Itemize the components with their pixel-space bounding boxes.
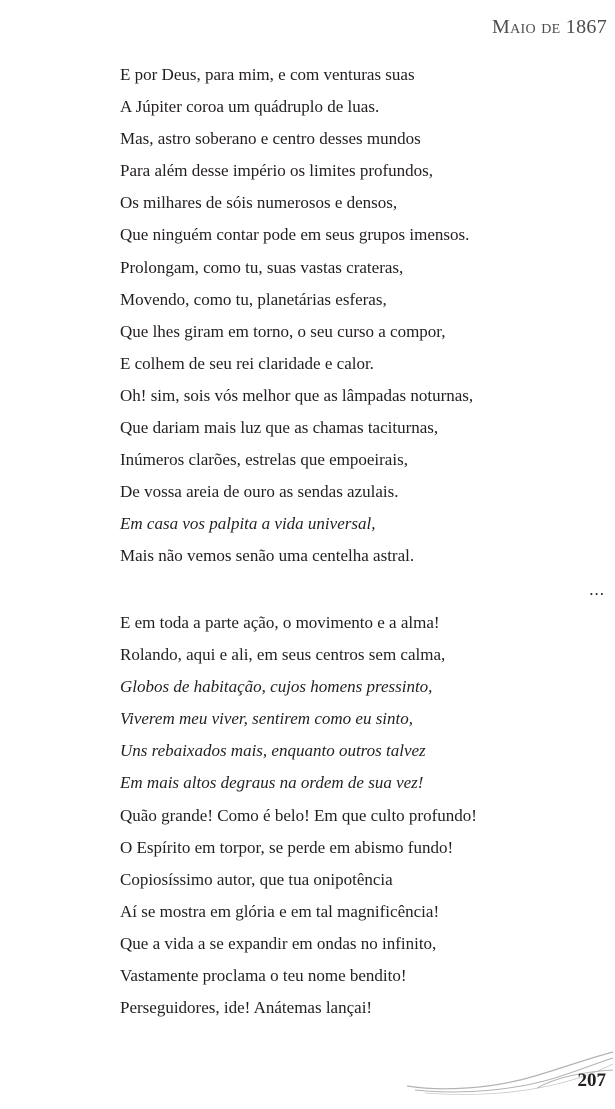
running-head-month: Maio de <box>492 16 561 38</box>
poem-line: De vossa areia de ouro as sendas azulais. <box>120 482 399 502</box>
page-number: 207 <box>577 1070 606 1091</box>
poem-line: A Júpiter coroa um quádruplo de luas. <box>120 97 380 117</box>
poem-line: Movendo, como tu, planetárias esferas, <box>120 289 387 309</box>
poem-line: Quão grande! Como é belo! Em que culto profundo! <box>120 805 477 825</box>
poem-line: E por Deus, para mim, e com venturas suas <box>120 65 415 84</box>
poem-line: E colhem de seu rei claridade e calor. <box>120 353 374 373</box>
poem-line: Prolongam, como tu, suas vastas crateras, <box>120 257 404 277</box>
poem-line: Perseguidores, ide! Anátemas lançai! <box>120 998 373 1018</box>
poem-line: Mais não vemos senão uma centelha astral. <box>120 546 415 566</box>
poem-line: Que ninguém contar pode em seus grupos imensos. <box>120 225 470 245</box>
poem-line: O Espírito em torpor, se perde em abismo fundo! <box>120 837 454 857</box>
poem-line: Que lhes giram em torno, o seu curso a compor, <box>120 321 446 341</box>
running-head-year: 1867 <box>565 16 607 38</box>
poem-line: Vastamente proclama o teu nome bendito! <box>120 966 407 986</box>
poem-line: Globos de habitação, cujos homens pressinto, <box>120 677 433 697</box>
poem-line: Mas, astro soberano e centro desses mundos <box>120 129 421 149</box>
poem-line: Os milhares de sóis numerosos e densos, <box>120 193 398 213</box>
poem-line: Aí se mostra em glória e em tal magnificência! <box>120 901 440 921</box>
poem-line: Em mais altos degraus na ordem de sua vez! <box>120 773 424 793</box>
poem-stanza-1 <box>120 59 473 573</box>
poem-line: Rolando, aqui e ali, em seus centros sem calma, <box>120 645 446 665</box>
poem-line: Para além desse império os limites profundos, <box>120 161 434 181</box>
poem-line: Que dariam mais luz que as chamas taciturnas, <box>120 418 439 438</box>
poem-line: E em toda a parte ação, o movimento e a alma! <box>120 613 440 632</box>
running-head <box>492 16 607 39</box>
poem-stanza-2 <box>120 607 477 1024</box>
poem-line: Copiosíssimo autor, que tua onipotência <box>120 869 393 889</box>
poem-line: Oh! sim, sois vós melhor que as lâmpadas noturnas, <box>120 385 474 405</box>
poem-line: Que a vida a se expandir em ondas no infinito, <box>120 933 437 953</box>
poem-line: Uns rebaixados mais, enquanto outros talvez <box>120 741 426 761</box>
poem-line: Em casa vos palpita a vida universal, <box>120 514 376 534</box>
poem-line: Inúmeros clarões, estrelas que empoeirais, <box>120 450 408 470</box>
ellipsis-marker: ... <box>589 580 605 599</box>
poem-line: Viverem meu viver, sentirem como eu sinto, <box>120 709 414 729</box>
